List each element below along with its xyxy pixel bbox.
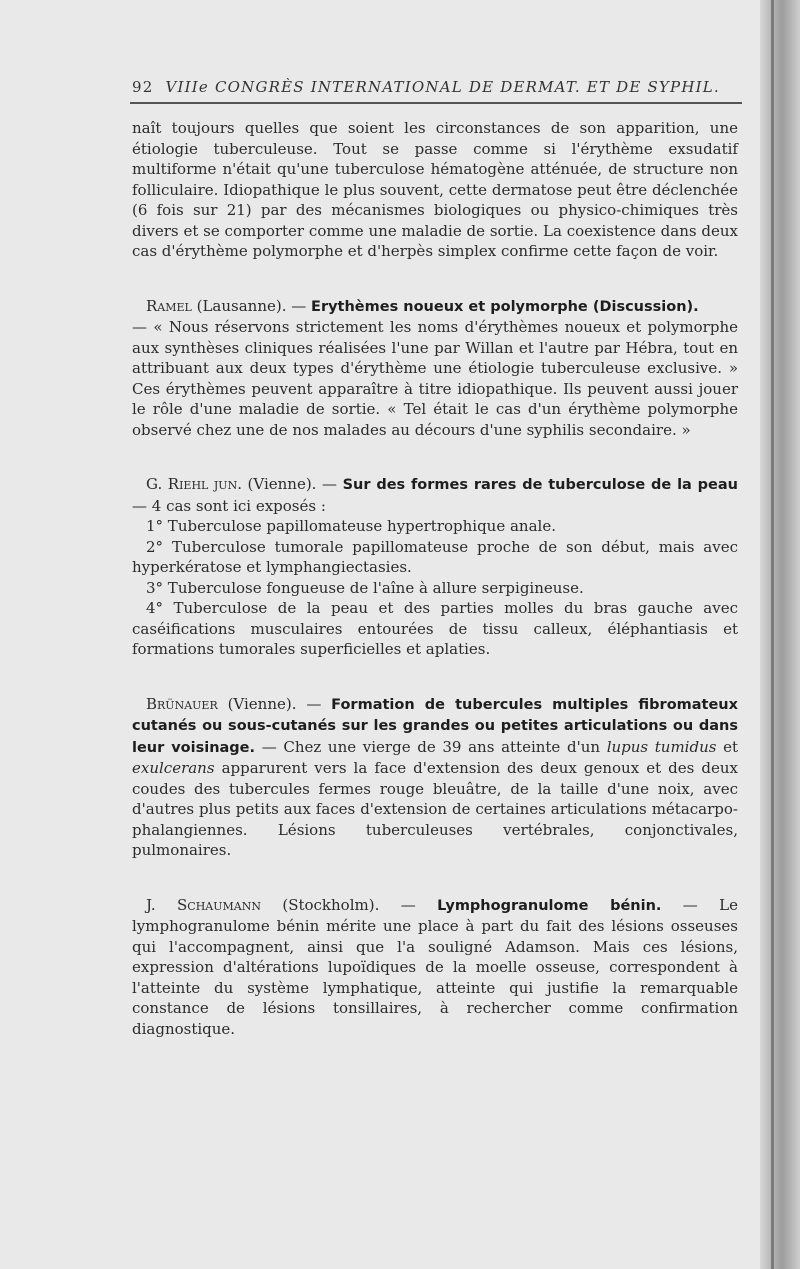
header-rule xyxy=(130,102,742,104)
brunauer-title: Formation de tubercules multiples fibromateux cutanés ou sous-cutanés sur les grandes ou petites articulations ou dans leur voisinage. xyxy=(132,696,738,756)
intro-section xyxy=(132,118,738,262)
riehl-item-2: 2° Tuberculose tumorale papillomateuse proche de son début, mais avec hyperkératose et lymphangiectasies. xyxy=(132,537,738,576)
brunauer-italic-lupus: lupus tumidus xyxy=(606,737,717,756)
abstract-riehl xyxy=(132,474,738,660)
running-header xyxy=(132,78,738,102)
riehl-text: — 4 cas sont ici exposés : xyxy=(132,496,326,515)
abstract-brunauer xyxy=(132,694,738,861)
ramel-dash: — xyxy=(286,296,312,315)
page-binding-shadow xyxy=(760,0,800,1269)
ramel-place: (Lausanne). xyxy=(191,296,287,315)
brunauer-text-mid: et xyxy=(716,737,738,756)
page-content xyxy=(132,78,738,1073)
brunauer-place: (Vienne). xyxy=(217,694,297,713)
riehl-initial: G. xyxy=(146,475,168,493)
header-title: VIIIe CONGRÈS INTERNATIONAL DE DERMAT. ET DE SYPHIL. xyxy=(165,78,720,96)
schaumann-text: — Le lymphogranulome bénin mérite une place à part du fait des lésions osseuses qui l'accompagnent, ainsi que l'a souligné Adamson. Mais ces lésions, expression d'altérations lupoïdiques de la moelle osseuse, correspondent à l'atteinte du système lymphatique, atteinte qui justifie la remarquable constance de lésions tonsillaires, à rechercher comme confirmation diagnostique. xyxy=(132,895,739,1038)
abstract-schaumann xyxy=(132,895,738,1040)
ramel-heading xyxy=(132,296,738,318)
brunauer-text-after: apparurent vers la face d'extension des deux genoux et des deux coudes des tubercules fermes rouge bleuâtre, de la taille d'une noix, avec d'autres plus petits aux faces d'extension de certaines articulations métacarpo-phalangiennes. Lésions tuberculeuses vertébrales, conjonctivales, pulmonaires. xyxy=(132,759,738,859)
intro-paragraph: naît toujours quelles que soient les circonstances de son apparition, une étiologie tuberculeuse. Tout se passe comme si l'érythème exsudatif multiforme n'était qu'une tuberculose hématogène atténuée, de structure non folliculaire. Idiopathique le plus souvent, cette dermatose peut être déclenchée (6 fois sur 21) par des mécanismes biologiques ou physico-chimiques très divers et se comporter comme une maladie de sortie. La coexistence dans deux cas d'érythème polymorphe et d'herpès simplex confirme cette façon de voir. xyxy=(132,119,738,260)
brunauer-author: Brünauer xyxy=(146,694,218,713)
brunauer-italic-exulcerans: exulcerans xyxy=(132,759,215,777)
brunauer-dash: — xyxy=(296,694,332,713)
ramel-author: Ramel xyxy=(146,296,192,315)
riehl-place: (Vienne). xyxy=(241,475,317,493)
riehl-item-4: 4° Tuberculose de la peau et des parties molles du bras gauche avec caséifications musculaires entourées de tissu calleux, éléphantiasis et formations tumorales superficielles et aplaties. xyxy=(132,599,738,658)
brunauer-paragraph xyxy=(132,694,738,861)
page-number: 92 xyxy=(132,78,154,96)
riehl-item-3: 3° Tuberculose fongueuse de l'aîne à allure serpigineuse. xyxy=(146,578,584,597)
riehl-heading xyxy=(132,474,738,516)
schaumann-initial: J. xyxy=(146,895,177,914)
riehl-item-1: 1° Tuberculose papillomateuse hypertrophique anale. xyxy=(146,517,556,535)
riehl-title: Sur des formes rares de tuberculose de la peau xyxy=(342,477,738,493)
ramel-text: — « Nous réservons strictement les noms d'érythèmes noueux et polymorphe aux synthèses cliniques réalisées l'une par Willan et l'autre par Hébra, tout en attribuant aux deux types d'érythème une étiologie tuberculeuse exclusive. » Ces érythèmes peuvent apparaître à titre idiopathique. Ils peuvent aussi jouer le rôle d'une maladie de sortie. « Tel était le cas d'un érythème polymorphe observé chez une de nos malades au décours d'une syphilis secondaire. » xyxy=(132,318,738,439)
page-edge xyxy=(771,0,774,1269)
brunauer-text-before: — Chez une vierge de 39 ans atteinte d'un xyxy=(255,737,607,756)
ramel-title: Erythèmes noueux et polymorphe (Discussion). xyxy=(311,298,699,315)
schaumann-place: (Stockholm). xyxy=(260,895,380,914)
riehl-author: Riehl jun. xyxy=(167,475,242,493)
schaumann-author: Schaumann xyxy=(177,895,261,914)
riehl-dash: — xyxy=(316,475,343,493)
schaumann-dash: — xyxy=(379,895,438,914)
schaumann-title: Lymphogranulome bénin. xyxy=(437,897,662,914)
abstract-ramel xyxy=(132,296,738,441)
schaumann-paragraph xyxy=(132,895,738,1040)
